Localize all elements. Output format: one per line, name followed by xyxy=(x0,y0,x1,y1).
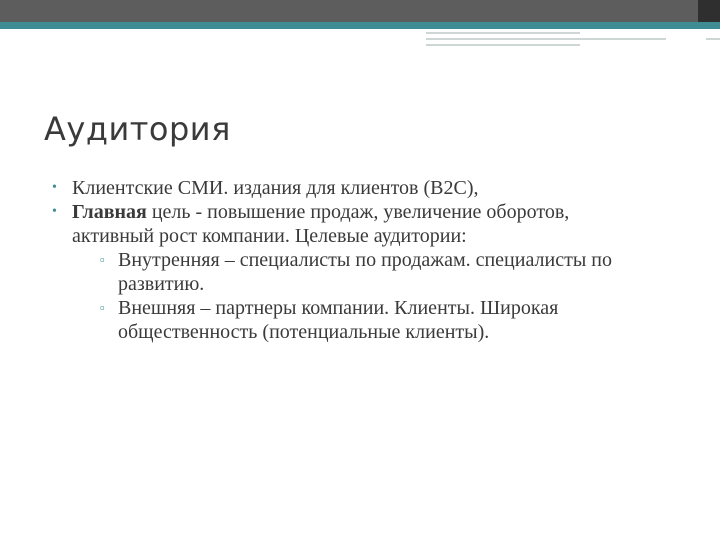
bullet-text: цель - повышение продаж, увеличение оборотов, активный рост компании. Целевые аудитории: xyxy=(72,201,570,247)
header-accent-line xyxy=(0,22,720,29)
header-decor-line xyxy=(426,44,580,46)
sub-bullet-item xyxy=(98,296,652,344)
bullet-list xyxy=(52,176,652,344)
sub-bullet-text: Внешняя – партнеры компании. Клиенты. Широкая общественность (потенциальные клиенты). xyxy=(118,297,559,343)
slide-title: Аудитория xyxy=(44,110,231,148)
sub-bullet-list xyxy=(98,248,652,344)
slide-body xyxy=(52,176,652,344)
bullet-icon: • xyxy=(52,180,57,195)
header-bar-corner xyxy=(698,0,720,22)
header-bar xyxy=(0,0,698,22)
bullet-item xyxy=(52,176,652,200)
sub-bullet-item xyxy=(98,248,652,296)
sub-bullet-icon: ▫ xyxy=(100,300,105,315)
header-decor-line xyxy=(426,38,666,40)
bullet-bold-text: Главная xyxy=(72,201,147,223)
sub-bullet-text: Внутренняя – специалисты по продажам. специалисты по развитию. xyxy=(118,249,612,295)
sub-bullet-icon: ▫ xyxy=(100,252,105,267)
bullet-text: Клиентские СМИ. издания для клиентов (В2С), xyxy=(72,177,479,199)
header-decor-line xyxy=(706,38,720,40)
header-decor-line xyxy=(426,32,580,34)
bullet-item xyxy=(52,200,652,344)
bullet-icon: • xyxy=(52,204,57,219)
